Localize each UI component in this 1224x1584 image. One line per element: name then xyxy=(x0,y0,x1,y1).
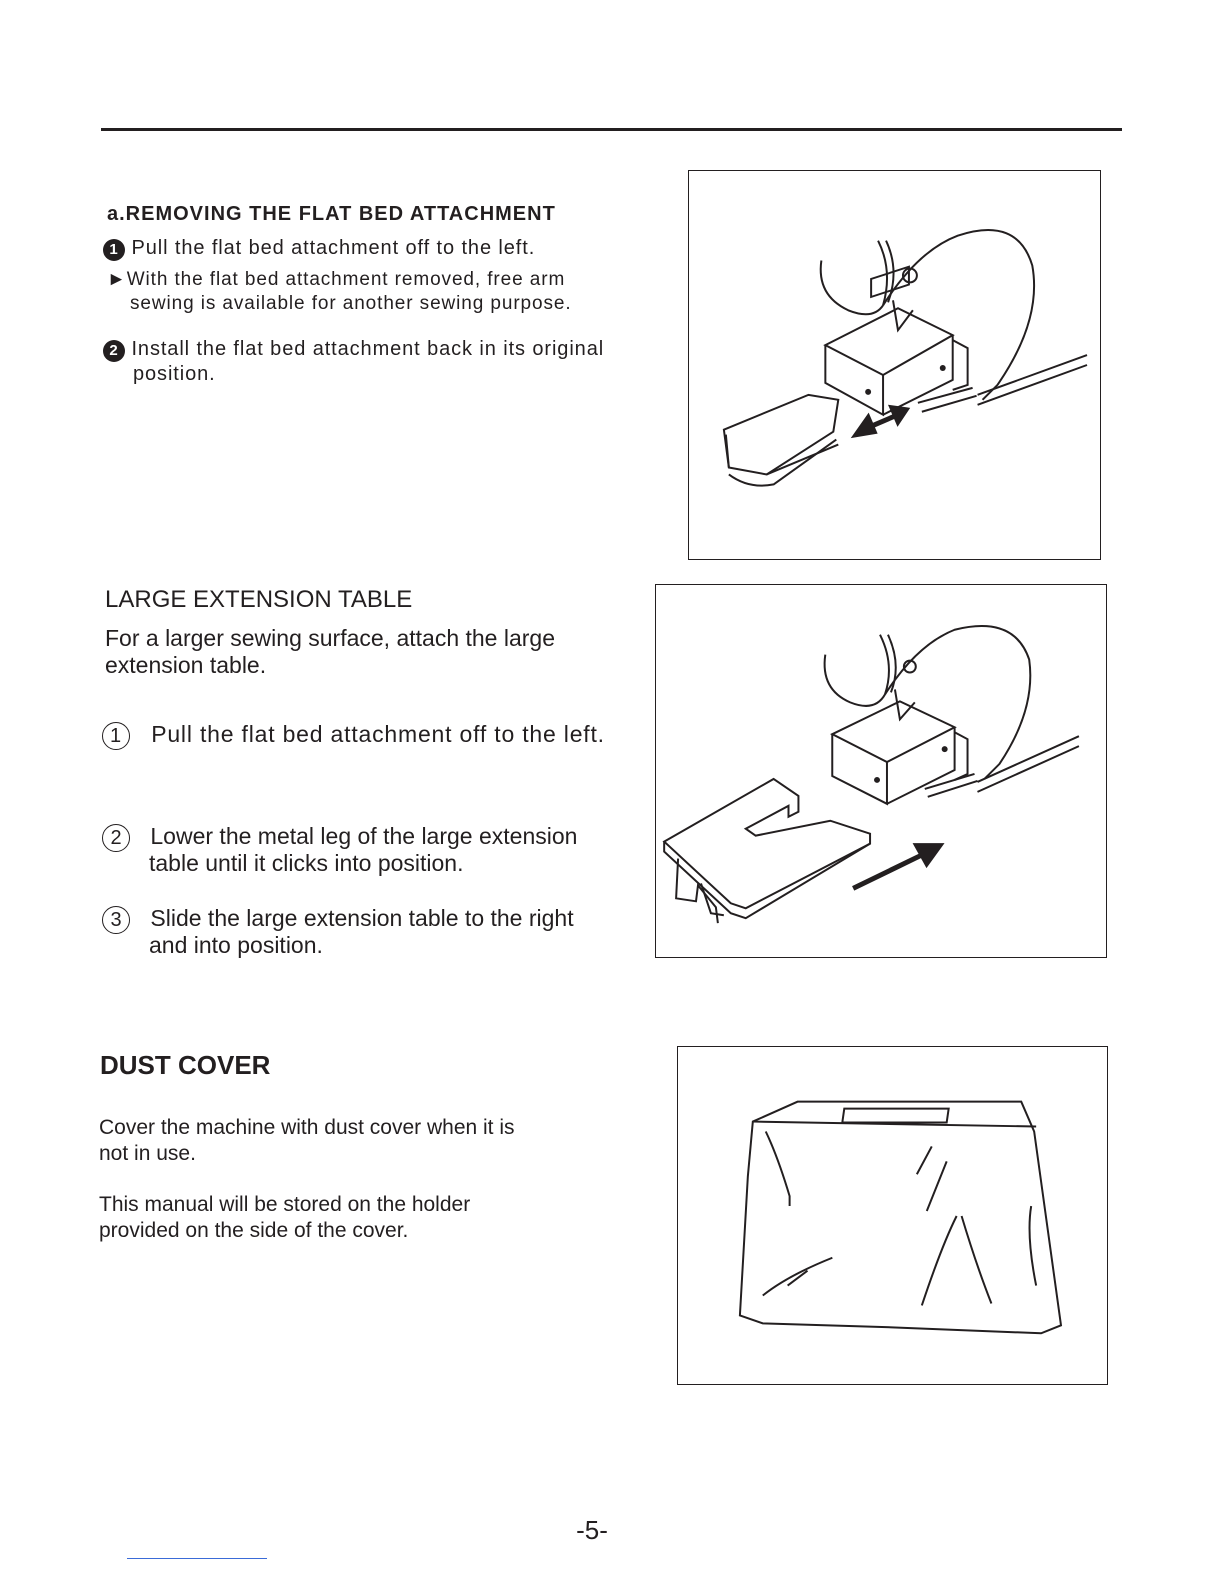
section-a-step-2-line-1: Install the flat bed attachment back in its original xyxy=(131,338,605,360)
section-c-paragraph-1-line-1: Cover the machine with dust cover when it is xyxy=(99,1116,515,1139)
section-c-title: DUST COVER xyxy=(100,1050,271,1080)
flat-bed-removal-illustration xyxy=(689,171,1100,559)
footer-link-underline xyxy=(127,1558,267,1559)
dust-cover-illustration xyxy=(678,1047,1107,1384)
section-b-step-1 xyxy=(102,721,605,750)
section-a-step-2 xyxy=(103,337,604,362)
section-a-step-1 xyxy=(103,236,535,261)
section-b-step-2-line-1: Lower the metal leg of the large extension xyxy=(150,823,578,849)
section-b-step-3 xyxy=(102,905,574,934)
section-b-intro xyxy=(105,625,645,679)
figure-flat-bed-removal xyxy=(688,170,1101,560)
section-a-note-line-1: With the flat bed attachment removed, free arm xyxy=(126,269,566,290)
section-a-title: a.REMOVING THE FLAT BED ATTACHMENT xyxy=(107,203,556,225)
note-arrow-icon: ► xyxy=(107,269,127,290)
section-c-paragraph-1 xyxy=(99,1115,515,1167)
header-rule xyxy=(101,128,1122,131)
step-number-1: 1 xyxy=(102,722,130,750)
section-b-intro-line-1: For a larger sewing surface, attach the large xyxy=(105,625,556,651)
section-b-step-1-text: Pull the flat bed attachment off to the left. xyxy=(151,721,605,747)
section-b-step-2 xyxy=(102,823,577,852)
step-badge-2: 2 xyxy=(103,340,125,362)
figure-dust-cover xyxy=(677,1046,1108,1385)
step-number-2: 2 xyxy=(102,824,130,852)
section-b-intro-line-2: extension table. xyxy=(105,652,267,678)
figure-extension-table xyxy=(655,584,1107,958)
step-badge-1: 1 xyxy=(103,239,125,261)
section-c-paragraph-2-line-2: provided on the side of the cover. xyxy=(99,1219,409,1242)
section-c-paragraph-2 xyxy=(99,1192,470,1244)
page-number: -5- xyxy=(576,1515,608,1545)
section-b-step-3-line-2: and into position. xyxy=(149,932,323,958)
section-b-step-2-line-2: table until it clicks into position. xyxy=(149,850,464,876)
section-b-step-3-line-1: Slide the large extension table to the right xyxy=(150,905,574,931)
section-b-title: LARGE EXTENSION TABLE xyxy=(105,586,413,613)
section-a-note-line-2: sewing is available for another sewing purpose. xyxy=(130,293,572,314)
section-a-step-2-line-2: position. xyxy=(133,363,216,385)
section-a-step-1-text: Pull the flat bed attachment off to the left. xyxy=(131,237,536,259)
step-number-3: 3 xyxy=(102,906,130,934)
section-c-paragraph-1-line-2: not in use. xyxy=(99,1142,196,1165)
section-c-paragraph-2-line-1: This manual will be stored on the holder xyxy=(99,1193,471,1216)
section-a-note xyxy=(107,268,565,292)
extension-table-illustration xyxy=(656,585,1106,957)
